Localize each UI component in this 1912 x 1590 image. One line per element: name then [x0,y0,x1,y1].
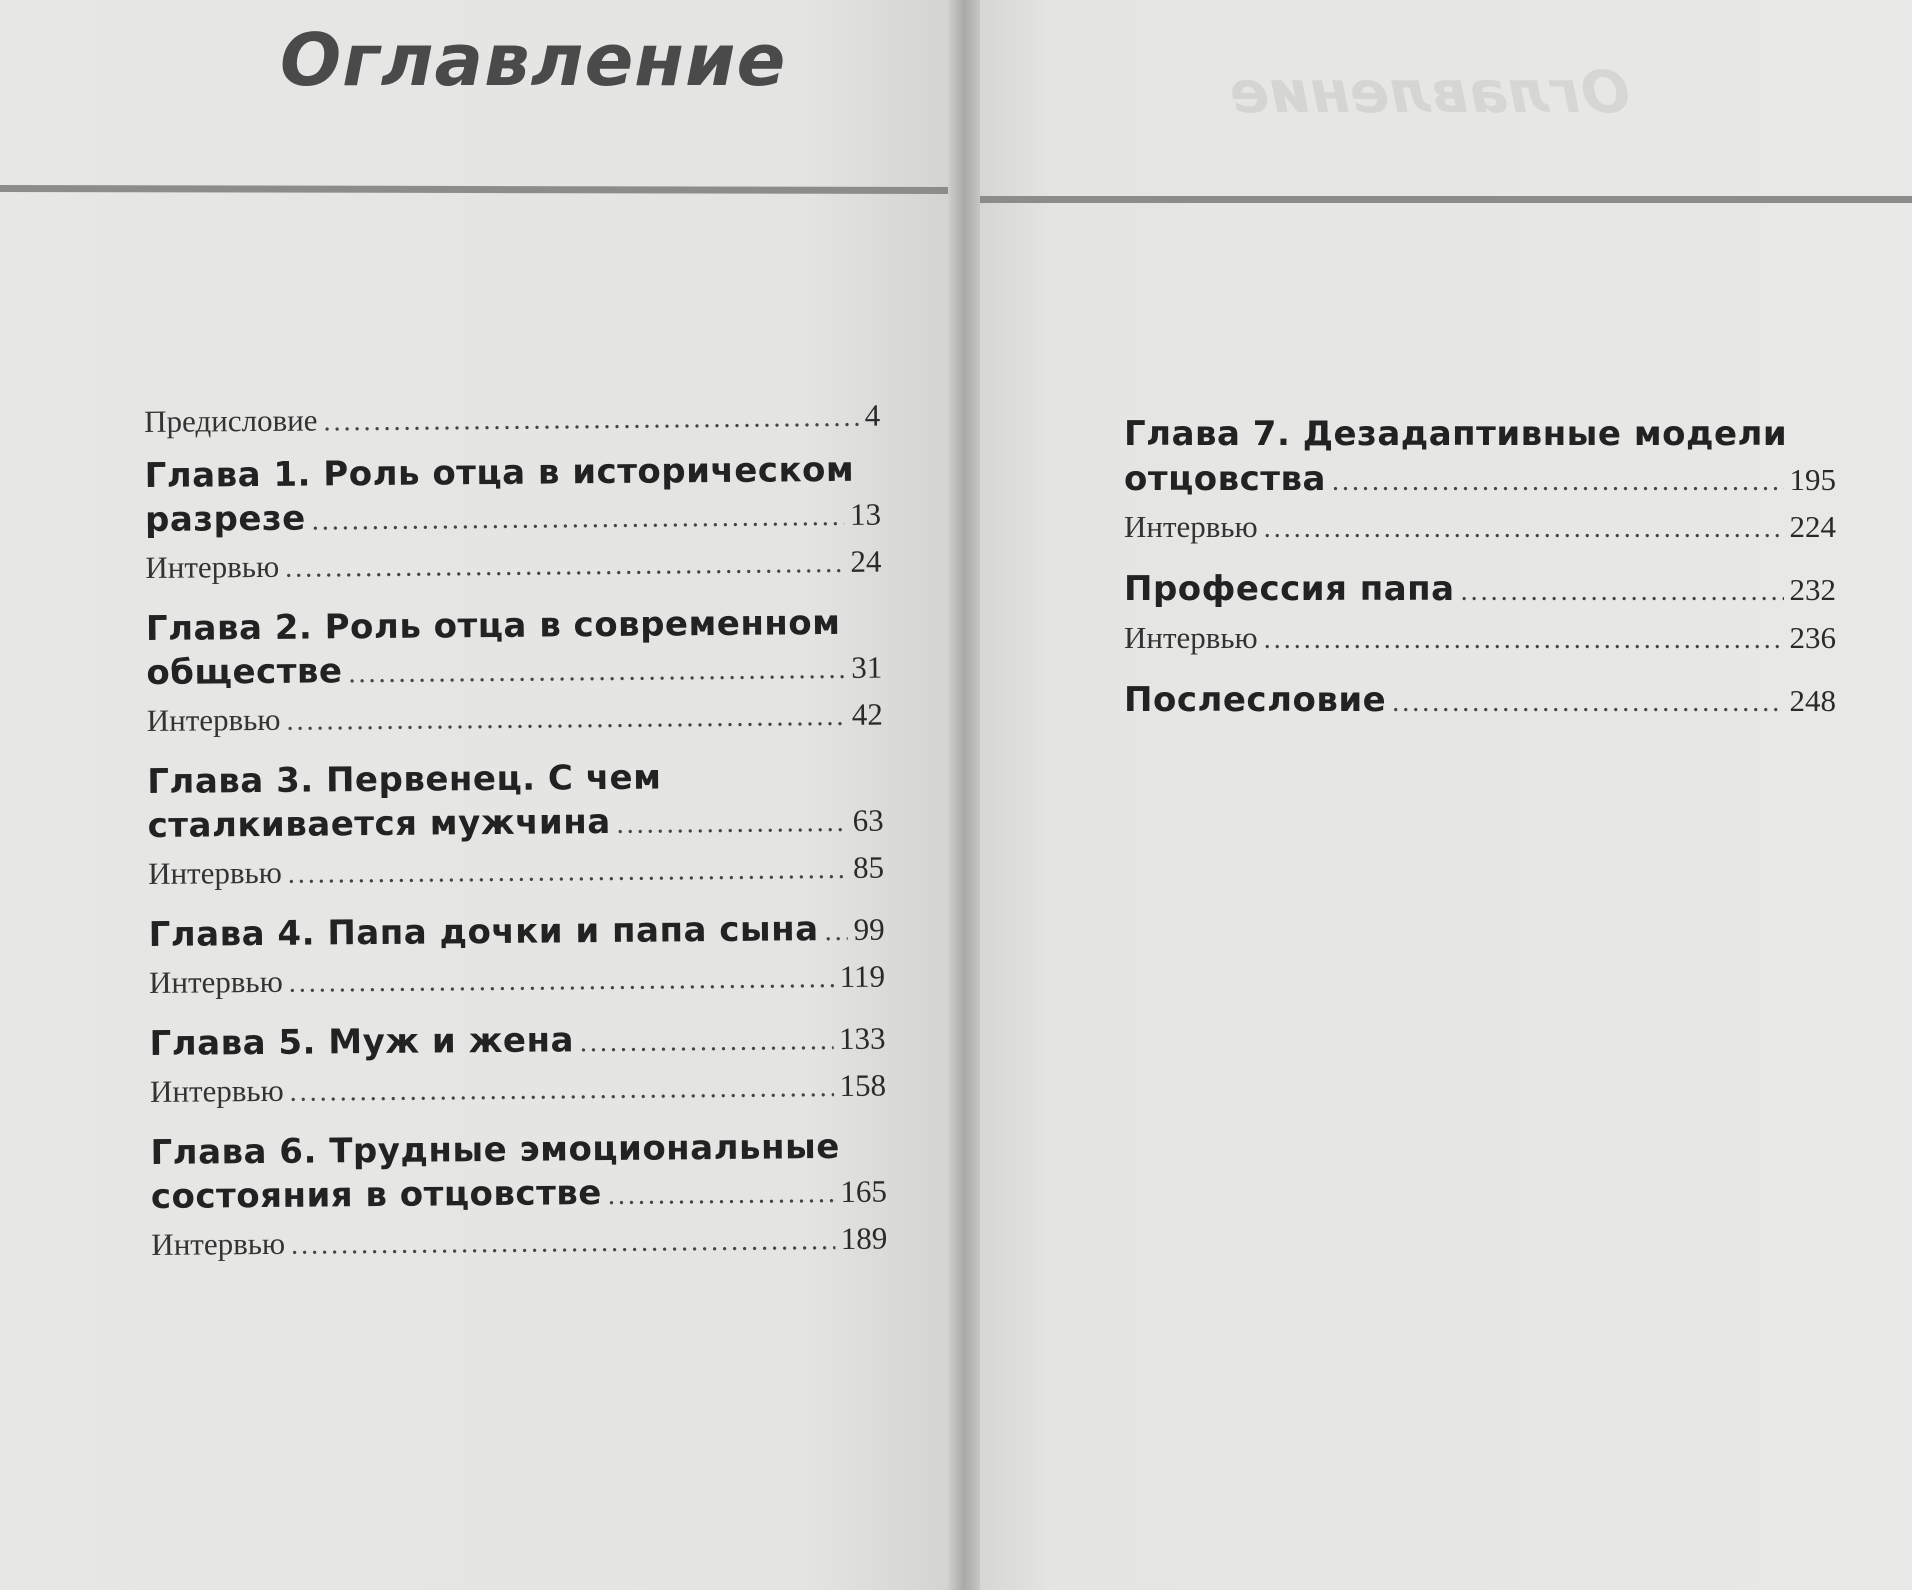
chapter-title-cont: обществе [146,651,343,693]
left-page [0,0,948,1590]
chapter-title-cont: отцовства [1124,459,1326,499]
page-number: 189 [840,1220,888,1256]
leader-dots [1461,569,1784,615]
toc-entry-title: Предисловие [144,402,318,439]
page-number: 158 [839,1067,887,1103]
interview-title: Интервью [151,1225,286,1262]
header-rule [0,185,948,194]
page-number: 85 [852,849,885,885]
chapter-title-cont: сталкивается мужчина [147,801,611,846]
leader-dots [348,648,845,696]
leader-dots [1332,459,1784,504]
section-title: Послесловие [1124,680,1387,720]
page-number: 119 [839,958,886,994]
toc-right [1124,412,1836,726]
page-number: 236 [1789,620,1836,655]
chapter-title: Глава 3. Первенец. С чем [147,757,662,802]
leader-dots [824,910,847,954]
section-title: Профессия папа [1124,569,1455,609]
toc-entry-interview-5 [150,1063,886,1117]
leader-dots [290,1065,834,1116]
toc-entry-chapter-7 [1124,412,1836,504]
page-number: 42 [851,696,883,732]
page-number: 99 [853,911,885,947]
book-gutter [948,0,980,1590]
show-through-heading: Оглавление [1230,58,1630,126]
header-rule [980,196,1912,203]
toc-entry-profession [1124,566,1836,615]
toc-entry-chapter-3 [147,754,884,851]
interview-title: Интервью [148,963,283,1000]
chapter-title: Глава 5. Муж и жена [149,1020,575,1064]
toc-entry-interview-2 [147,692,883,746]
toc-entry-interview-6 [151,1216,887,1270]
leader-dots [1392,680,1783,726]
leader-dots [608,1172,835,1218]
chapter-title: Глава 7. Дезадаптивные модели [1124,414,1788,454]
leader-dots [285,541,845,592]
page-number: 248 [1789,683,1836,718]
toc-entry-chapter-2 [146,601,883,698]
toc-entry-interview-4 [149,954,885,1008]
toc-entry-interview-1 [145,539,881,593]
right-page [980,0,1912,1590]
page-number: 63 [852,802,884,838]
toc-left [144,398,888,1284]
interview-title: Интервью [147,854,282,891]
chapter-title-cont: разрезе [144,498,306,540]
leader-dots [312,495,845,544]
leader-dots [1264,506,1784,552]
chapter-title: Глава 4. Папа дочки и папа сына [148,909,819,955]
interview-title: Интервью [1124,509,1258,544]
leader-dots [289,956,834,1007]
chapter-title: Глава 6. Трудные эмоциональные [150,1126,841,1173]
page-number: 24 [850,543,882,579]
page-number: 165 [840,1173,888,1209]
leader-dots [291,1218,835,1269]
leader-dots [288,847,848,898]
toc-entry-chapter-5 [149,1016,885,1069]
toc-entry-chapter-4 [148,907,884,960]
leader-dots [1264,617,1784,663]
leader-dots [323,402,858,439]
toc-entry-chapter-1 [144,448,881,545]
toc-entry-interview-7 [1124,504,1836,552]
toc-entry-chapter-6 [150,1125,887,1222]
toc-entry-interview-3 [148,845,884,899]
page-number: 224 [1789,509,1836,544]
page-number: 232 [1789,572,1836,607]
chapter-title: Глава 1. Роль отца в историческом [144,449,855,496]
page-number: 133 [838,1020,886,1056]
page-number: 13 [849,496,882,532]
leader-dots [580,1019,833,1065]
toc-entry-interview-8 [1124,615,1836,663]
page-number: 195 [1789,462,1836,497]
leader-dots [286,694,846,745]
page-title: Оглавление [280,18,787,102]
toc-entry-afterword [1124,677,1836,726]
interview-title: Интервью [1124,620,1258,655]
interview-title: Интервью [145,548,280,585]
toc-entry-preface [144,398,880,440]
leader-dots [617,801,847,847]
interview-title: Интервью [149,1072,284,1109]
page-number: 31 [851,649,883,685]
chapter-title: Глава 2. Роль отца в современном [145,602,841,649]
page-number: 4 [864,397,881,433]
interview-title: Интервью [146,701,281,738]
chapter-title-cont: состояния в отцовстве [150,1173,603,1217]
